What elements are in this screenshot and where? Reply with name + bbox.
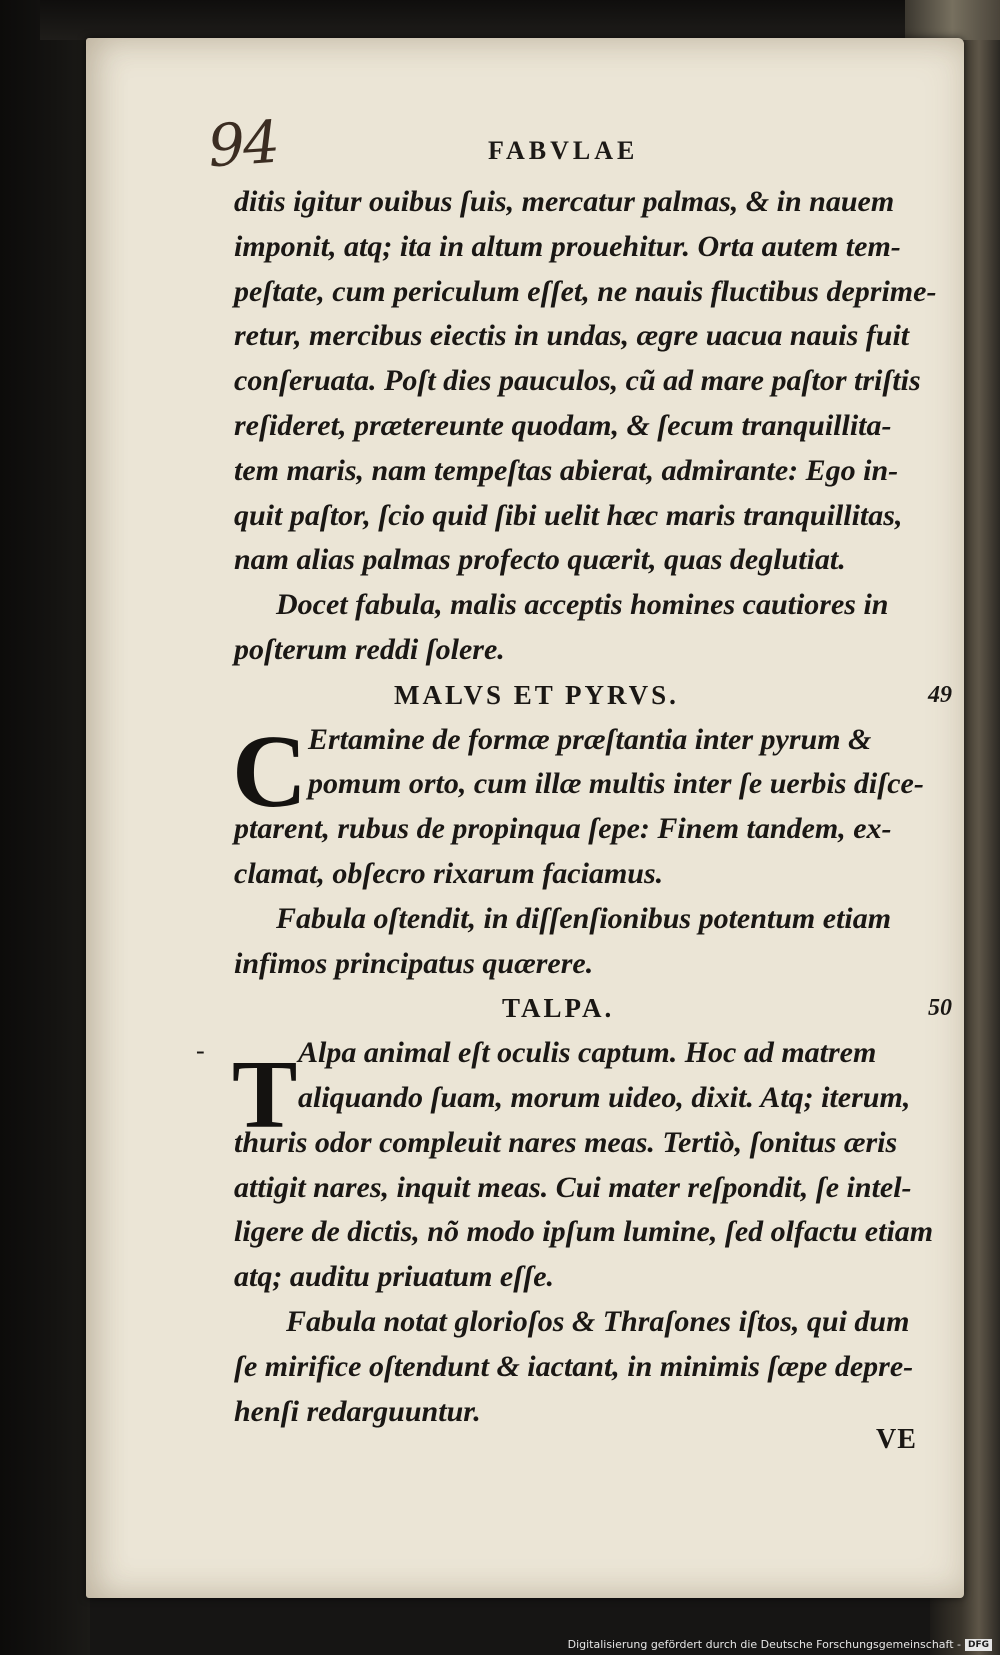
- digitization-credit: [568, 1638, 992, 1651]
- handwritten-page-number: 94: [205, 107, 281, 181]
- credit-text: Digitalisierung gefördert durch die Deutsche Forschungsgemeinschaft -: [567, 1638, 961, 1651]
- text-line: nam alias palmas profecto quærit, quas deglutiat.: [234, 543, 846, 577]
- fable-heading-malus: [234, 673, 964, 718]
- moral-line: henſi redarguuntur.: [234, 1394, 481, 1428]
- moral-line: Fabula notat glorioſos & Thraſones iſtos, qui dum: [286, 1304, 910, 1338]
- text-line: peſtate, cum periculum eſſet, ne nauis fluctibus deprime-: [234, 274, 937, 308]
- text-line: atq; auditu priuatum eſſe.: [234, 1260, 555, 1294]
- text-line: conſeruata. Poſt dies pauculos, cũ ad mare paſtor triſtis: [234, 364, 921, 398]
- book-top-edge: [40, 0, 1000, 40]
- moral-line: Fabula oſtendit, in diſſenſionibus potentum etiam: [276, 901, 892, 935]
- text-line: Alpa animal eſt oculis captum. Hoc ad matrem: [298, 1036, 877, 1070]
- body-text: [234, 180, 964, 1434]
- text-line: tem maris, nam tempeſtas abierat, admirante: Ego in-: [234, 453, 899, 487]
- fable-number: 50: [928, 995, 952, 1022]
- moral-line: poſterum reddi ſolere.: [234, 632, 505, 666]
- text-line: quit paſtor, ſcio quid ſibi uelit hæc maris tranquillitas,: [234, 498, 903, 532]
- catchword: VE: [876, 1424, 917, 1455]
- text-line: aliquando ſuam, morum uideo, dixit. Atq; iterum,: [298, 1080, 911, 1114]
- margin-mark: -: [196, 1036, 205, 1065]
- fable-heading-talpa: [234, 986, 964, 1031]
- moral-line: Docet fabula, malis acceptis homines cautiores in: [276, 588, 889, 622]
- text-line: retur, mercibus eiectis in undas, ægre uacua nauis fuit: [234, 319, 910, 353]
- text-line: clamat, obſecro rixarum faciamus.: [234, 856, 664, 890]
- fable-number: 49: [928, 681, 952, 708]
- book-gutter-shadow: [0, 0, 90, 1655]
- fable-title: TALPA.: [502, 993, 615, 1024]
- text-line: pomum orto, cum illæ multis inter ſe uerbis diſce-: [308, 767, 924, 801]
- fable-title: MALVS ET PYRVS.: [394, 679, 679, 710]
- drop-cap-c: C: [232, 714, 308, 829]
- text-line: attigit nares, inquit meas. Cui mater reſpondit, ſe intel-: [234, 1170, 912, 1204]
- text-line: ligere de dictis, nõ modo ipſum lumine, ſed olfactu etiam: [234, 1215, 934, 1249]
- moral-line: infimos principatus quærere.: [234, 946, 594, 980]
- drop-cap-t: T: [232, 1041, 298, 1149]
- book-spine-top: [905, 0, 1000, 40]
- dfg-logo: DFG: [965, 1639, 992, 1651]
- text-line: ditis igitur ouibus ſuis, mercatur palmas, & in nauem: [234, 185, 895, 218]
- text-line: Ertamine de formæ præſtantia inter pyrum &: [308, 722, 872, 756]
- running-head: FABVLAE: [488, 136, 639, 165]
- text-line: reſideret, prætereunte quodam, & ſecum tranquillita-: [234, 408, 892, 442]
- text-line: ptarent, rubus de propinqua ſepe: Finem tandem, ex-: [234, 812, 892, 846]
- text-line: imponit, atq; ita in altum prouehitur. Orta autem tem-: [234, 229, 901, 263]
- moral-line: ſe mirifice oſtendunt & iactant, in minimis ſæpe depre-: [234, 1349, 914, 1383]
- text-line: thuris odor compleuit nares meas. Tertiò, ſonitus æris: [234, 1125, 898, 1159]
